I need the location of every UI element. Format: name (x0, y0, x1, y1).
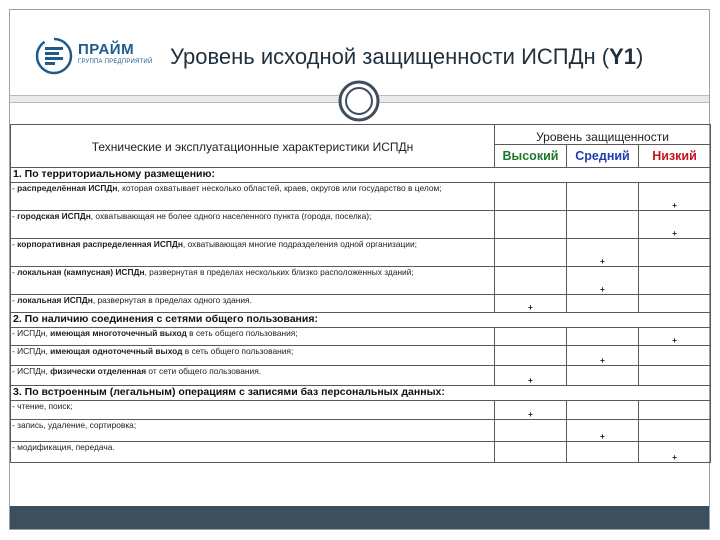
characteristic-text (11, 401, 495, 420)
level-low-cell (639, 211, 711, 239)
level-high-cell (495, 366, 567, 386)
table-row (11, 239, 711, 267)
footer-bar (10, 506, 709, 529)
level-high-cell (495, 183, 567, 211)
level-high-cell (495, 239, 567, 267)
characteristic-prefix: - модификация, передача. (12, 442, 115, 452)
characteristics-table (10, 124, 711, 463)
characteristic-rest: в сеть общего пользования; (186, 328, 298, 338)
level-high-cell (495, 420, 567, 442)
table-row (11, 401, 711, 420)
characteristic-text (11, 267, 495, 295)
level-low-cell (639, 366, 711, 386)
level-low-cell (639, 295, 711, 313)
characteristic-prefix: - ИСПДн, (12, 346, 51, 356)
level-mid-cell (567, 295, 639, 313)
page-title (170, 44, 643, 70)
level-high-cell (495, 346, 567, 366)
characteristic-prefix: - (12, 183, 18, 193)
table-row (11, 211, 711, 239)
characteristic-bold: городская ИСПДн (17, 211, 91, 221)
level-low-cell (639, 346, 711, 366)
level-mid-cell (567, 442, 639, 463)
level-mid-cell (567, 267, 639, 295)
plus-mark: + (528, 375, 533, 385)
level-low-cell (639, 239, 711, 267)
title-prefix: Уровень исходной защищенности ИСПДн ( (170, 44, 610, 69)
characteristic-text (11, 211, 495, 239)
characteristic-rest: в сеть общего пользования; (182, 346, 294, 356)
characteristic-bold: имеющая одноточечный выход (50, 346, 183, 356)
logo-mark-icon (34, 36, 74, 76)
section-row (11, 386, 711, 401)
level-mid-cell (567, 366, 639, 386)
characteristic-text (11, 420, 495, 442)
characteristic-rest: от сети общего пользования. (146, 366, 262, 376)
characteristic-bold: локальная ИСПДн (17, 295, 93, 305)
level-low-cell (639, 267, 711, 295)
plus-mark: + (672, 228, 677, 238)
plus-mark: + (672, 200, 677, 210)
level-mid-cell (567, 211, 639, 239)
level-mid-cell (567, 346, 639, 366)
table-row (11, 328, 711, 346)
plus-mark: + (600, 431, 605, 441)
level-low-cell (639, 442, 711, 463)
plus-mark: + (672, 452, 677, 462)
table-row (11, 366, 711, 386)
level-high-header: Высокий (495, 144, 567, 167)
section-title: 2. По наличию соединения с сетями общего пользования: (11, 313, 711, 328)
level-mid-header: Средний (567, 144, 639, 167)
characteristic-prefix: - (12, 211, 18, 221)
level-low-cell (639, 328, 711, 346)
plus-mark: + (528, 409, 533, 419)
table-row (11, 295, 711, 313)
plus-mark: + (672, 335, 677, 345)
level-low-cell (639, 420, 711, 442)
plus-mark: + (600, 355, 605, 365)
header-security-level: Уровень защищенности (495, 125, 711, 145)
characteristic-prefix: - чтение, поиск; (12, 401, 73, 411)
characteristic-text (11, 183, 495, 211)
characteristic-rest: , охватывающая многие подразделения одной организации; (182, 239, 417, 249)
level-low-cell (639, 401, 711, 420)
table-row (11, 442, 711, 463)
level-high-cell (495, 267, 567, 295)
title-suffix: ) (636, 44, 644, 69)
level-low-header: Низкий (639, 144, 711, 167)
plus-mark: + (600, 284, 605, 294)
characteristic-rest: , развернутая в пределах одного здания. (92, 295, 252, 305)
table-row (11, 346, 711, 366)
level-mid-cell (567, 401, 639, 420)
title-bold: Y1 (609, 44, 637, 69)
characteristic-bold: распределённая ИСПДн (17, 183, 118, 193)
level-high-cell (495, 442, 567, 463)
level-mid-cell (567, 328, 639, 346)
characteristic-prefix: - запись, удаление, сортировка; (12, 420, 137, 430)
table-row (11, 420, 711, 442)
characteristic-text (11, 295, 495, 313)
table-row (11, 183, 711, 211)
section-title: 1. По территориальному размещению: (11, 168, 711, 183)
level-low-cell (639, 183, 711, 211)
header-characteristics: Технические и эксплуатационные характеристики ИСПДн (11, 125, 495, 168)
company-logo (34, 36, 154, 76)
characteristic-text (11, 366, 495, 386)
characteristic-text (11, 346, 495, 366)
section-row (11, 313, 711, 328)
characteristic-text (11, 328, 495, 346)
characteristic-bold: имеющая многоточечный выход (50, 328, 187, 338)
plus-mark: + (600, 256, 605, 266)
characteristic-prefix: - (12, 295, 18, 305)
section-row (11, 168, 711, 183)
ring-ornament-icon (338, 80, 380, 122)
level-mid-cell (567, 420, 639, 442)
characteristic-text (11, 239, 495, 267)
characteristic-bold: корпоративная распределенная ИСПДн (17, 239, 183, 249)
logo-name: ПРАЙМ (78, 41, 135, 58)
characteristic-text (11, 442, 495, 463)
level-high-cell (495, 211, 567, 239)
characteristic-prefix: - ИСПДн, (12, 328, 51, 338)
characteristic-rest: , охватывающая не более одного населенного пункта (города, поселка); (90, 211, 372, 221)
characteristic-bold: физически отделенная (50, 366, 147, 376)
characteristic-rest: , развернутая в пределах нескольких близко расположенных зданий; (144, 267, 414, 277)
characteristic-prefix: - (12, 239, 18, 249)
section-title: 3. По встроенным (легальным) операциям с записями баз персональных данных: (11, 386, 711, 401)
level-high-cell (495, 295, 567, 313)
level-high-cell (495, 328, 567, 346)
table-row (11, 267, 711, 295)
characteristic-prefix: - ИСПДн, (12, 366, 51, 376)
characteristic-prefix: - (12, 267, 18, 277)
plus-mark: + (528, 302, 533, 312)
logo-subtitle: ГРУППА ПРЕДПРИЯТИЙ (78, 59, 153, 65)
table-header-row (11, 125, 711, 145)
characteristic-rest: , которая охватывает несколько областей, краев, округов или государство в целом; (117, 183, 442, 193)
characteristic-bold: локальная (кампусная) ИСПДн (17, 267, 145, 277)
level-mid-cell (567, 239, 639, 267)
level-high-cell (495, 401, 567, 420)
level-mid-cell (567, 183, 639, 211)
security-table (10, 124, 710, 463)
